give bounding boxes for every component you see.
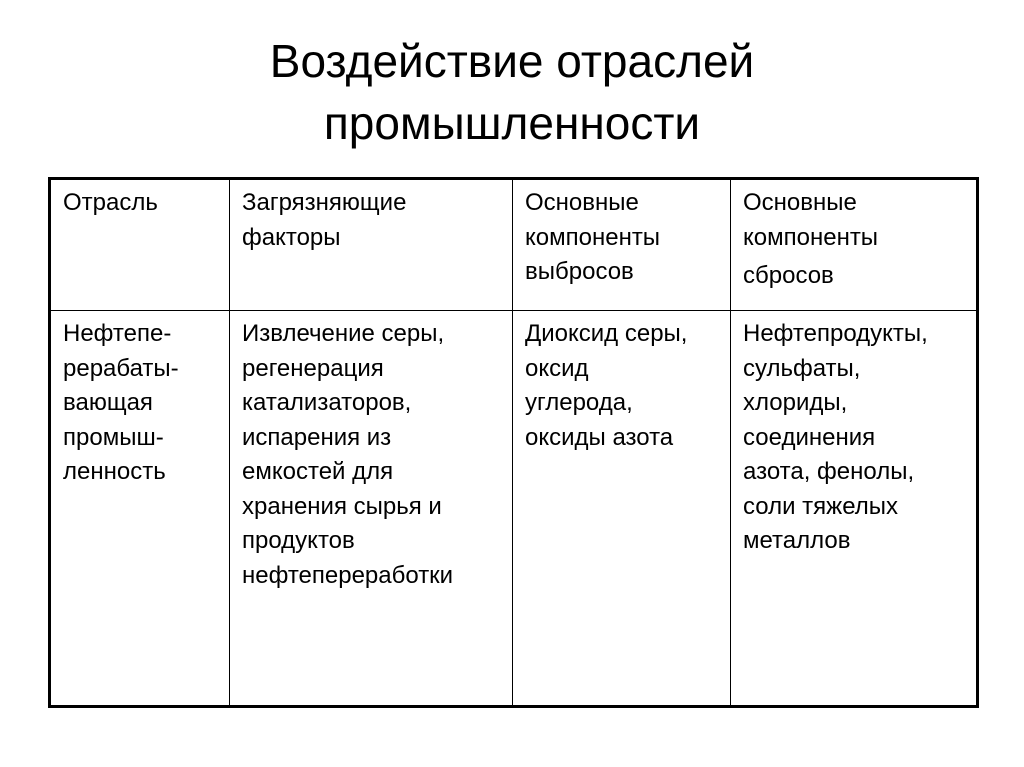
cell-text: соединения	[743, 423, 876, 451]
cell-text: катализаторов,	[242, 389, 412, 416]
cell-text: Диоксид серы,	[525, 320, 688, 347]
header-text: Загрязняющие	[242, 189, 407, 216]
header-text: сбросов	[743, 262, 834, 289]
header-text: Основные	[743, 189, 857, 216]
cell-emission-components	[513, 311, 731, 707]
cell-text: промыш-	[63, 423, 164, 451]
slide-title-line-2: промышленности	[323, 97, 701, 149]
cell-text: регенерация	[242, 354, 384, 382]
header-text: Основные	[525, 189, 639, 216]
cell-text: рерабаты-	[63, 354, 179, 382]
cell-text: испарения из	[242, 423, 392, 451]
header-text: компоненты	[743, 223, 879, 251]
cell-text: Извлечение серы,	[242, 320, 445, 347]
cell-text: углерода,	[525, 389, 633, 416]
cell-text: металлов	[743, 527, 851, 554]
table-header-row	[50, 179, 978, 311]
header-text: Отрасль	[63, 189, 158, 216]
cell-pollution-factors	[230, 311, 513, 707]
slide-title	[0, 30, 1024, 154]
cell-text: Нефтепе-	[63, 320, 172, 347]
cell-text: сульфаты,	[743, 354, 861, 382]
cell-text: соли тяжелых	[743, 492, 899, 520]
table-row	[50, 311, 978, 707]
cell-text: нефтепереработки	[242, 561, 454, 589]
header-text: выбросов	[525, 258, 634, 285]
cell-industry	[50, 311, 230, 707]
header-text: факторы	[242, 223, 341, 251]
cell-text: емкостей для	[242, 458, 394, 485]
header-cell-industry	[50, 179, 230, 311]
cell-text: оксиды азота	[525, 423, 674, 451]
header-cell-emission-components	[513, 179, 731, 311]
cell-text: хранения сырья и	[242, 492, 442, 520]
cell-text: продуктов	[242, 527, 355, 554]
cell-text: азота, фенолы,	[743, 458, 915, 485]
header-cell-discharge-components	[731, 179, 978, 311]
cell-text: Нефтепродукты,	[743, 320, 928, 347]
cell-text: вающая	[63, 389, 153, 416]
cell-discharge-components	[731, 311, 978, 707]
header-text: компоненты	[525, 223, 661, 251]
header-cell-pollution-factors	[230, 179, 513, 311]
cell-text: ленность	[63, 458, 166, 485]
cell-text: оксид	[525, 354, 589, 382]
slide-title-line-1: Воздействие отраслей	[269, 35, 755, 87]
industry-impact-table	[48, 177, 979, 708]
cell-text: хлориды,	[743, 389, 848, 416]
